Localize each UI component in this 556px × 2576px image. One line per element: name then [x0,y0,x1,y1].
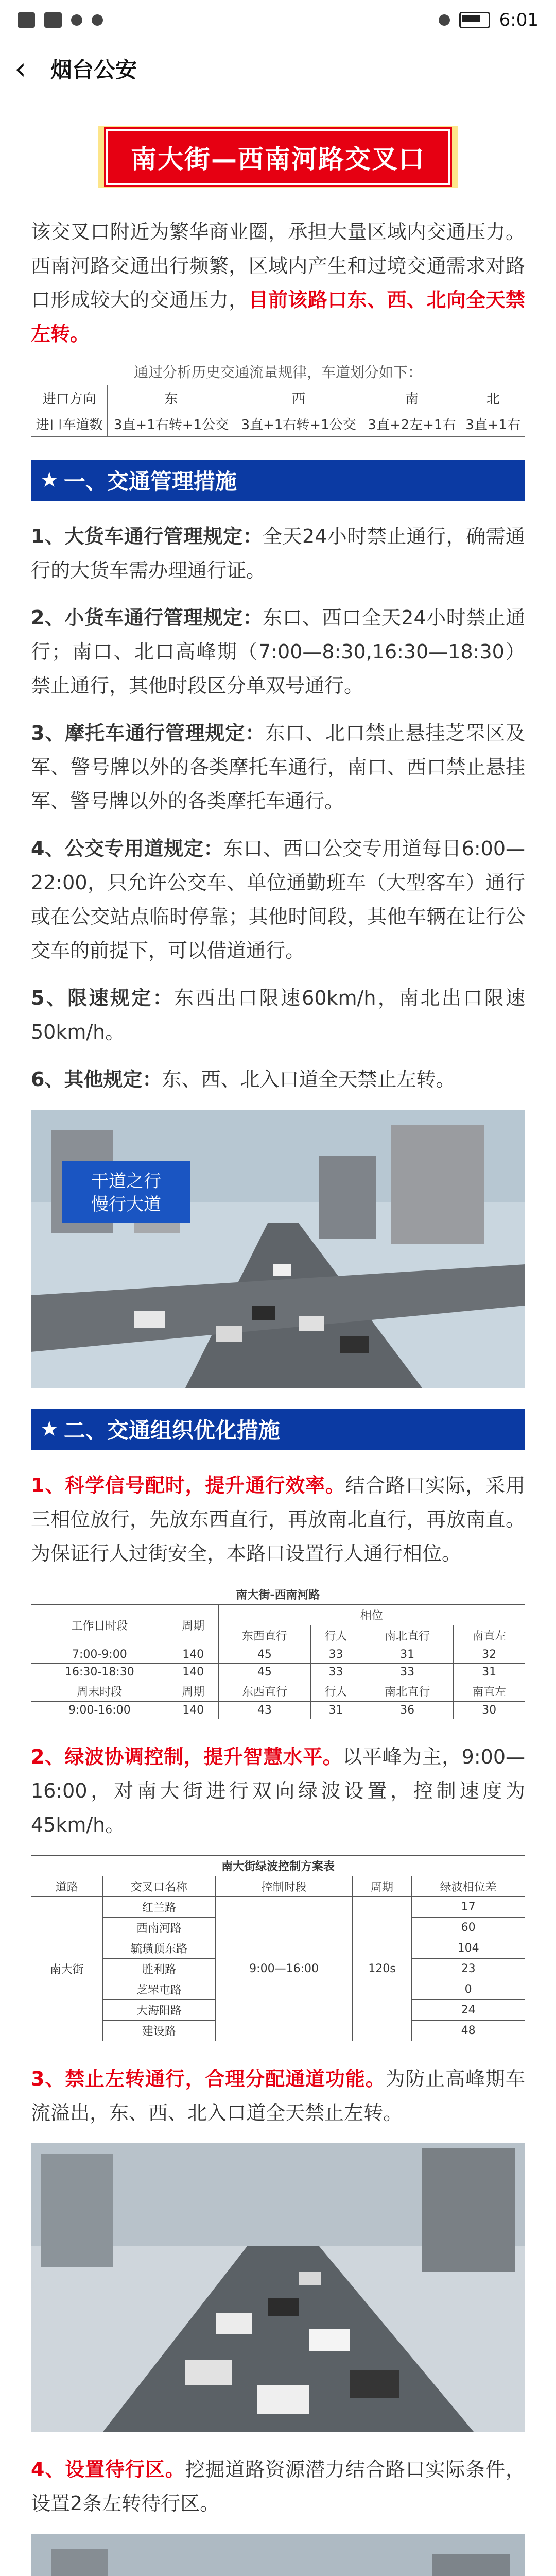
list-item [31,981,525,1049]
section-title: 二、交通组织优化措施 [63,1418,280,1443]
list-item [31,519,525,587]
table-header-cell: 工作日时段 [31,1605,168,1646]
table-cell: 芝罘屯路 [102,1979,216,2000]
table-cell: 43 [218,1702,310,1719]
item-text: 结合路口实际，采用三相位放行，先放东西直行，再放南北直行，再放南直。为保证行人过街安全，本路口设置行人通行相位。 [31,1474,525,1565]
table-cell: 23 [412,1959,525,1979]
table-cell: 36 [361,1702,453,1719]
table-cell: 周末时段 [31,1681,168,1702]
table-cell: 30 [454,1702,525,1719]
table-cell: 3直+1右 [461,411,525,437]
flow-table-caption: 通过分析历史交通流量规律，车道划分如下： [133,364,422,381]
item-lead: 5、限速规定： [31,987,174,1009]
status-time: 6:01 [499,10,538,30]
table-cell: 胜利路 [102,1959,216,1979]
item-text: 东口、北口禁止悬挂芝罘区及军、警号牌以外的各类摩托车通行，南口、西口禁止悬挂军、警号牌以外的各类摩托车通行。 [31,722,525,812]
item-lead: 2、绿波协调控制，提升智慧水平。 [31,1745,343,1768]
item-text: 东口、西口公交专用道每日6:00—22:00，只允许公交车、单位通勤班车（大型客车）通行或在公交站点临时停靠；其他时间段，其他车辆在让行公交车的前提下，可以借道通行。 [31,837,525,962]
status-bar [0,0,556,40]
item-lead: 4、公交专用道规定： [31,837,223,860]
table-cell: 东西直行 [218,1681,310,1702]
article-banner [98,126,458,188]
table-cell: 行人 [311,1681,361,1702]
table-cell: 24 [412,2000,525,2021]
table-cell: 31 [454,1664,525,1681]
notification-icon [71,14,82,26]
section-title: 一、交通管理措施 [63,469,237,494]
table-cell: 9:00—16:00 [216,1897,353,2041]
table-cell: 48 [412,2021,525,2041]
signal-timing-table [31,1584,525,1719]
table-header-cell: 南北直行 [361,1625,453,1646]
waiting-zone-photo [31,2534,525,2576]
intro-emphasis: 目前该路口东、西、北向全天禁左转。 [31,289,525,345]
table-header-cell: 道路 [31,1876,103,1897]
table-cell: 120s [352,1897,411,2041]
intro-text: 该交叉口附近为繁华商业圈，承担大量区域内交通压力。西南河路交通出行频繁，区域内产生和过境交通需求对路口形成较大的交通压力， [31,221,525,311]
item-text: 全天24小时禁止通行，确需通行的大货车需办理通行证。 [31,525,525,582]
item-lead: 3、摩托车通行管理规定： [31,722,266,744]
item-lead: 4、设置待行区。 [31,2458,185,2481]
article-content [0,126,556,2576]
table-header-cell: 东西直行 [218,1625,310,1646]
table-cell: 西南河路 [102,1918,216,1938]
table-cell: 3直+2左+1右 [362,411,461,437]
star-icon: ★ [40,1417,59,1441]
item-lead: 2、小货车通行管理规定： [31,606,263,629]
table-cell: 140 [168,1664,218,1681]
table-header-cell: 绿波相位差 [412,1876,525,1897]
table-cell: 16:30-18:30 [31,1664,168,1681]
list-item [31,716,525,818]
table-title: 南大街-西南河路 [31,1584,525,1605]
table-cell: 毓璜顶东路 [102,1938,216,1959]
item-text: 以平峰为主，9:00—16:00，对南大街进行双向绿波设置，控制速度为45km/h。 [31,1745,525,1836]
item-text: 东、西、北入口道全天禁止左转。 [162,1068,456,1091]
table-cell: 104 [412,1938,525,1959]
alarm-icon [439,14,450,26]
table-header-cell: 南 [362,385,461,411]
status-icons-right [439,10,538,30]
star-icon: ★ [40,468,59,492]
table-cell: 140 [168,1646,218,1664]
section-heading-2 [31,1409,525,1450]
signal-icon [18,12,35,28]
table-cell: 9:00-16:00 [31,1702,168,1719]
list-item [31,2452,525,2520]
table-cell: 45 [218,1664,310,1681]
back-arrow-icon[interactable]: ‹ [14,51,27,86]
sign-text: 慢行大道 [91,1194,161,1215]
table-cell: 33 [311,1646,361,1664]
app-notification-icon [92,14,103,26]
item-lead: 1、大货车通行管理规定： [31,525,263,548]
table-header-row [31,1876,525,1897]
table-cell: 周期 [168,1681,218,1702]
table-cell: 33 [361,1664,453,1681]
table-row [31,411,525,437]
table-cell: 31 [311,1702,361,1719]
lane-table [31,385,525,437]
item-lead: 6、其他规定： [31,1068,162,1091]
traffic-photo [31,2143,525,2432]
list-item [31,2062,525,2130]
table-cell: 0 [412,1979,525,2000]
list-item [31,601,525,703]
table-header-cell: 相位 [218,1605,525,1625]
table-cell: 红兰路 [102,1897,216,1918]
item-text: 挖掘道路资源潜力结合路口实际条件，设置2条左转待行区。 [31,2458,525,2515]
battery-icon [459,12,490,28]
table-cell: 33 [311,1664,361,1681]
list-item [31,832,525,968]
item-text: 为防止高峰期车流溢出，东、西、北入口道全天禁止左转。 [31,2067,525,2124]
banner-title: 南大街—西南河路交叉口 [106,129,450,185]
status-icons-left [18,12,103,28]
table-row [31,1646,525,1664]
table-cell: 32 [454,1646,525,1664]
list-item [31,1062,525,1096]
table-cell: 45 [218,1646,310,1664]
item-text: 东西出口限速60km/h，南北出口限速50km/h。 [31,987,525,1043]
table-header-cell: 行人 [311,1625,361,1646]
table-header-cell: 进口方向 [31,385,108,411]
list-item [31,1740,525,1842]
table-header-cell: 南直左 [454,1625,525,1646]
table-row [31,1664,525,1681]
table-row [31,1681,525,1702]
table-cell: 3直+1右转+1公交 [235,411,362,437]
table-header-row [31,385,525,411]
table-header-row [31,1605,525,1625]
table-header-cell: 周期 [168,1605,218,1646]
intersection-photo [31,1110,525,1388]
table-cell: 60 [412,1918,525,1938]
table-header-cell: 西 [235,385,362,411]
wifi-icon [44,12,62,28]
table-cell: 大海阳路 [102,2000,216,2021]
sign-text: 干道之行 [91,1171,161,1192]
list-item [31,1468,525,1570]
item-lead: 1、科学信号配时，提升通行效率。 [31,1474,345,1497]
table-header-cell: 北 [461,385,525,411]
item-text: 东口、西口全天24小时禁止通行；南口、北口高峰期（7:00—8:30,16:30—18:30）禁止通行，其他时段区分单双号通行。 [31,606,525,697]
section-heading-1 [31,460,525,501]
table-cell: 进口车道数 [31,411,108,437]
app-title: 烟台公安 [50,57,137,82]
app-bar [0,40,556,97]
table-cell: 3直+1右转+1公交 [108,411,235,437]
table-header-cell: 东 [108,385,235,411]
table-cell: 南北直行 [361,1681,453,1702]
table-row [31,1897,525,1918]
item-lead: 3、禁止左转通行，合理分配通道功能。 [31,2067,386,2090]
table-title: 南大街绿波控制方案表 [31,1856,525,1876]
table-header-cell: 周期 [352,1876,411,1897]
table-title-row [31,1856,525,1876]
table-title-row [31,1584,525,1605]
table-cell: 7:00-9:00 [31,1646,168,1664]
intro-paragraph [31,215,525,351]
table-header-cell: 控制时段 [216,1876,353,1897]
table-cell: 建设路 [102,2021,216,2041]
table-cell: 南直左 [454,1681,525,1702]
table-header-cell: 交叉口名称 [102,1876,216,1897]
green-wave-table [31,1855,525,2041]
table-cell: 31 [361,1646,453,1664]
table-row [31,1702,525,1719]
table-cell: 140 [168,1702,218,1719]
table-cell: 17 [412,1897,525,1918]
table-cell: 南大街 [31,1897,103,2041]
